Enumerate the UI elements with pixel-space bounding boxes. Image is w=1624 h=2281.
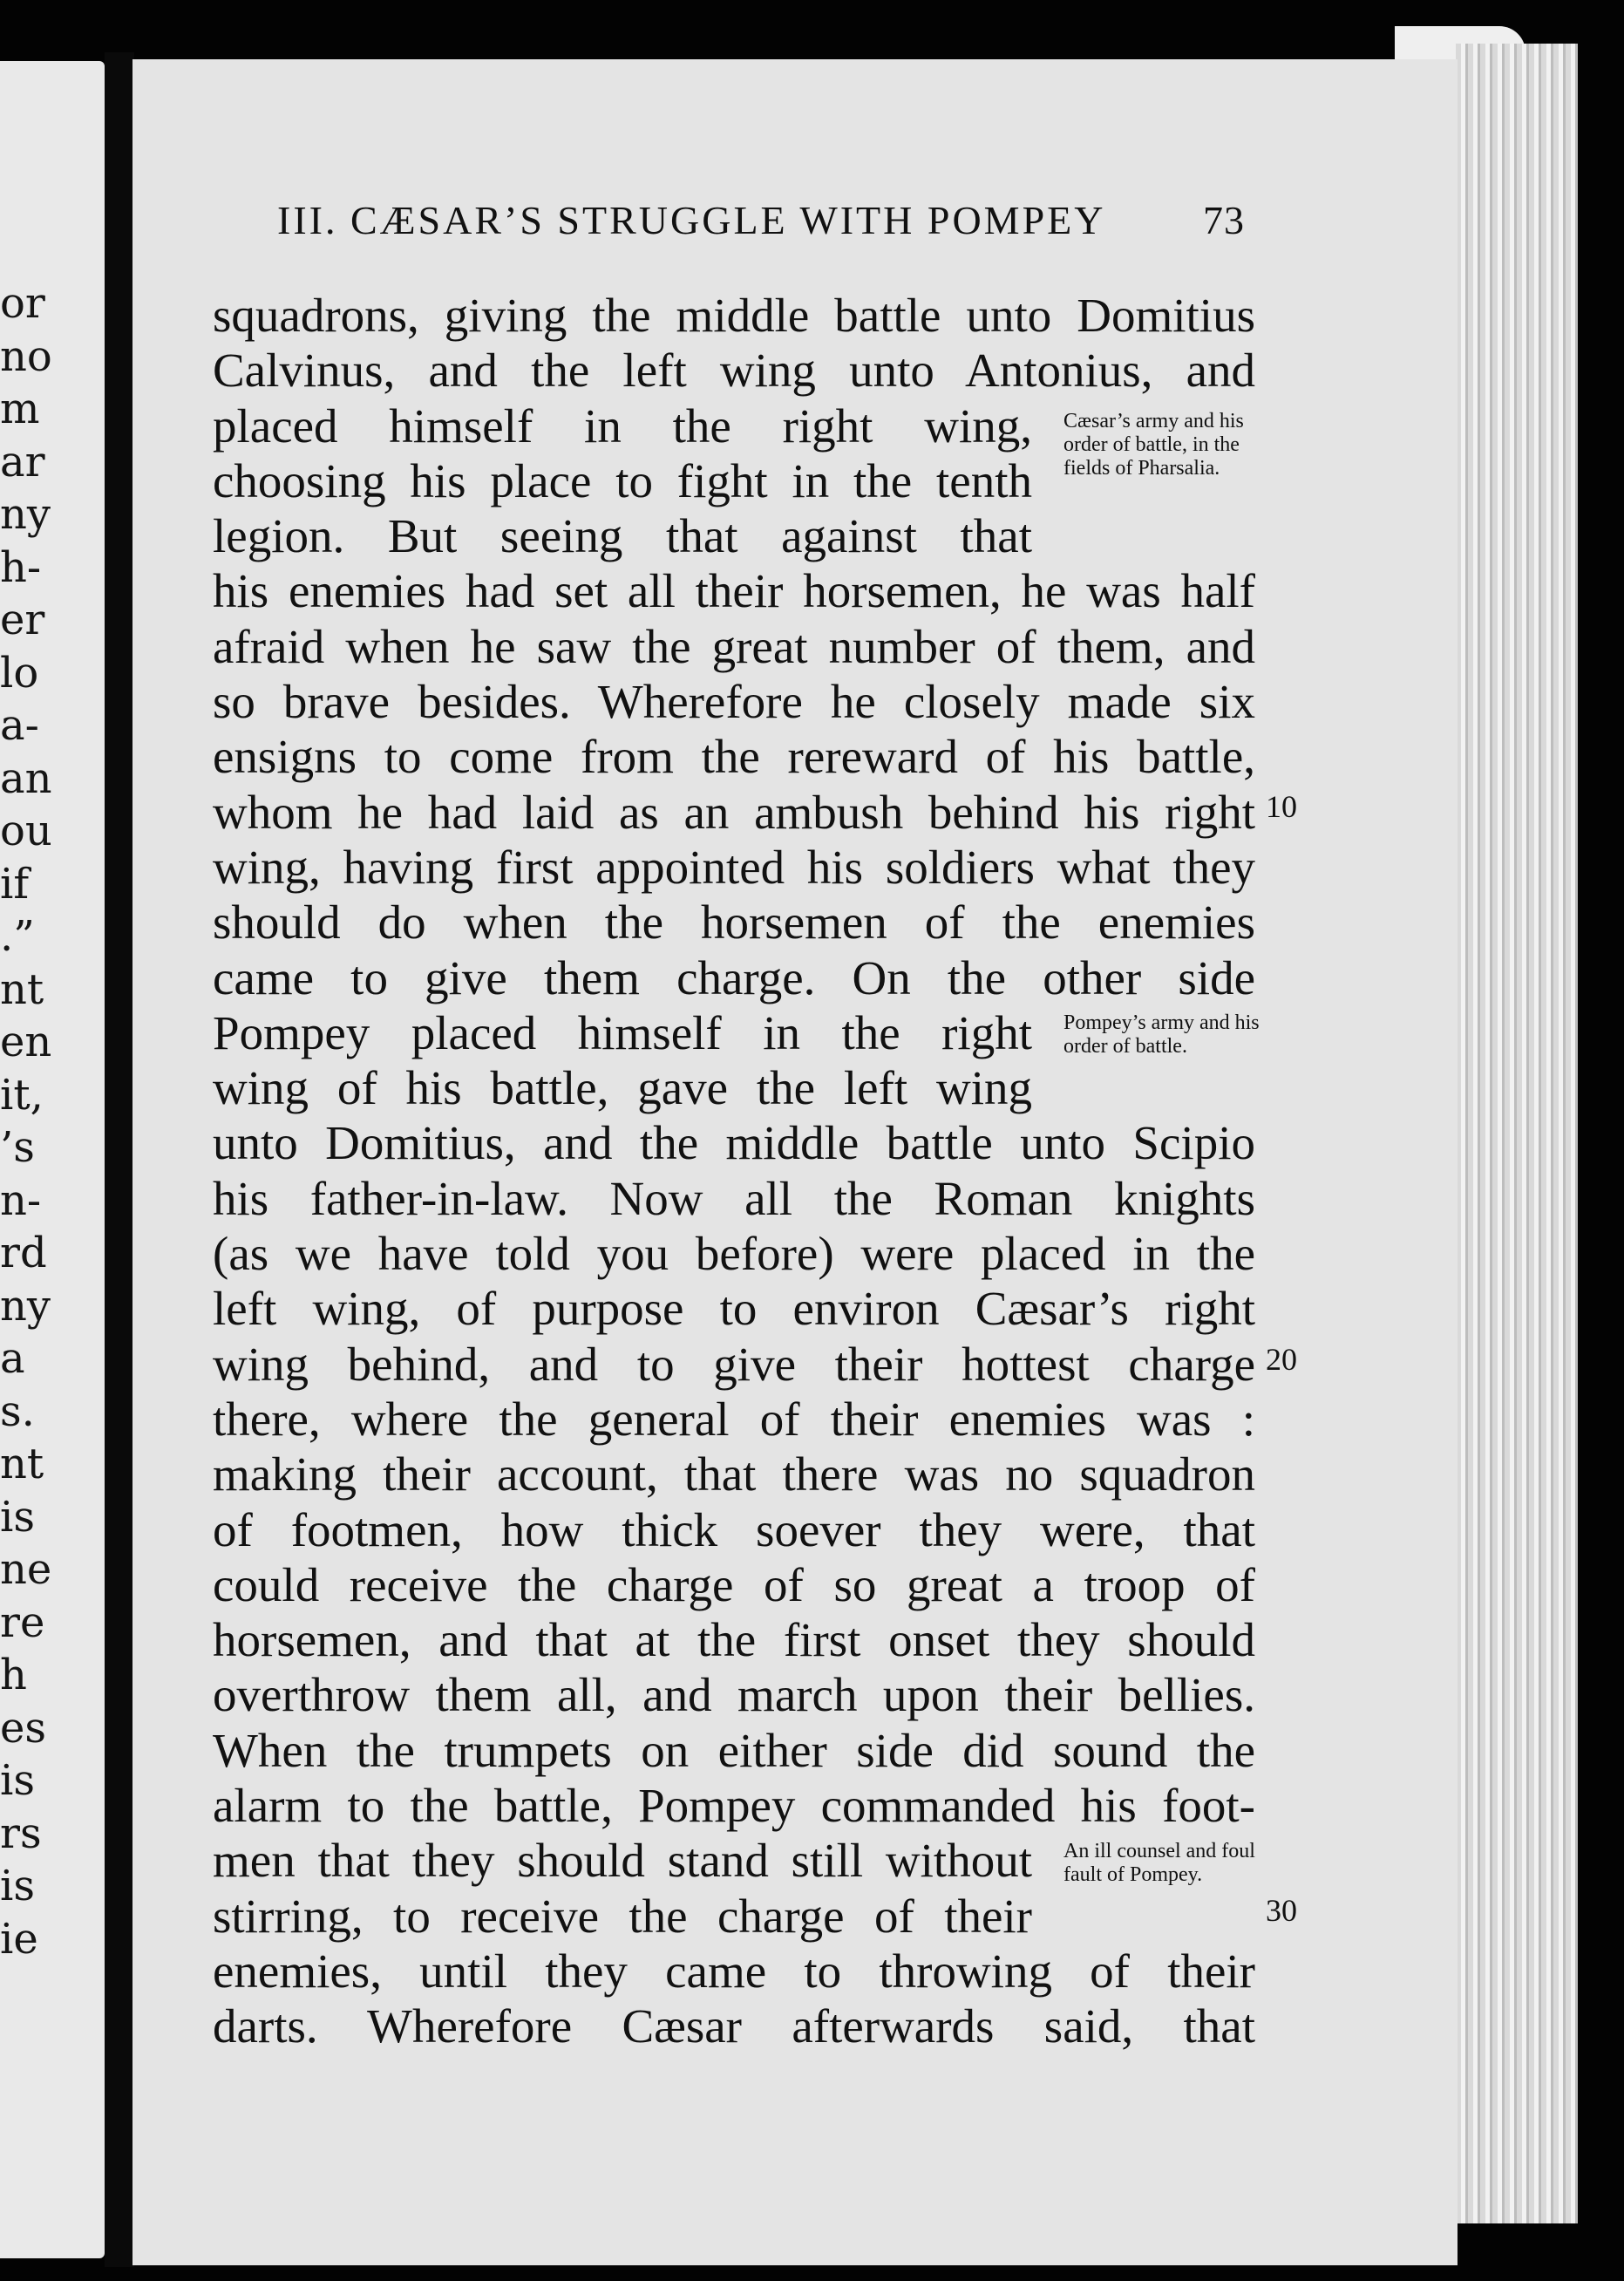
page-stack-edge (1456, 44, 1578, 2223)
text-line: wing of his battle, gave the left wing (213, 1061, 1032, 1115)
text-line: there, where the general of their enemies was : (213, 1392, 1255, 1446)
text-line: darts. Wherefore Cæsar afterwards said, that (213, 1999, 1255, 2053)
marginal-note-ill-counsel: An ill counsel and foul fault of Pompey. (1063, 1840, 1255, 1886)
line-number: 10 (1266, 789, 1297, 824)
text-line: could receive the charge of so great a troop of (213, 1557, 1255, 1611)
left-fragment: n- (0, 1175, 42, 1225)
text-line: horsemen, and that at the first onset they should (213, 1613, 1255, 1667)
left-fragment: rd (0, 1229, 47, 1277)
left-fragment: h (0, 1651, 27, 1699)
left-fragment: is (0, 1492, 35, 1542)
left-fragment: it, (0, 1070, 44, 1120)
left-fragment: nt (0, 1440, 44, 1488)
left-fragment: m (0, 385, 40, 433)
text-line: legion. But seeing that against that (213, 509, 1032, 563)
left-page-edge (0, 61, 105, 2258)
book-gutter (105, 52, 134, 2267)
text-line: his father-in-law. Now all the Roman knights (213, 1171, 1255, 1225)
text-line: Pompey placed himself in the right (213, 1005, 1032, 1059)
text-line: overthrow them all, and march upon their bellies. (213, 1668, 1255, 1722)
marginal-note-pompey-army: Pompey’s army and his order of battle. (1063, 1011, 1260, 1058)
text-line: placed himself in the right wing, (213, 398, 1032, 453)
text-line: enemies, until they came to throwing of their (213, 1944, 1255, 1998)
text-line: left wing, of purpose to environ Cæsar’s right (213, 1282, 1255, 1336)
left-fragment: es (0, 1703, 47, 1753)
left-fragment: rs (0, 1808, 42, 1858)
left-fragment: a- (0, 701, 39, 750)
text-line: stirring, to receive the charge of their (213, 1889, 1032, 1943)
text-line: so brave besides. Wherefore he closely made six (213, 675, 1255, 729)
text-line: wing, having first appointed his soldiers what they (213, 840, 1255, 894)
text-line: wing behind, and to give their hottest charge (213, 1337, 1255, 1391)
left-fragment: ny (0, 1281, 51, 1331)
line-number: 20 (1266, 1342, 1297, 1377)
text-line: (as we have told you before) were placed in the (213, 1227, 1255, 1281)
left-fragment: ne (0, 1545, 52, 1594)
left-fragment: h- (0, 542, 42, 592)
left-fragment: ny (0, 490, 51, 539)
chapter-title: III. CÆSAR’S STRUGGLE WITH POMPEY (277, 198, 1106, 242)
text-line: unto Domitius, and the middle battle unto Scipio (213, 1116, 1255, 1170)
left-fragment: .” (0, 912, 35, 961)
left-fragment: no (0, 331, 52, 381)
text-line: alarm to the battle, Pompey commanded his foot- (213, 1779, 1255, 1833)
left-fragment: en (0, 1018, 52, 1066)
left-fragment: a (0, 1334, 25, 1383)
left-fragment: is (0, 1756, 35, 1805)
left-fragment: s. (0, 1386, 35, 1436)
left-fragment: er (0, 596, 45, 644)
text-line: ensigns to come from the rereward of his battle, (213, 730, 1255, 784)
left-fragment: if (0, 859, 30, 909)
text-line: making their account, that there was no squadron (213, 1447, 1255, 1501)
left-fragment: or (0, 279, 45, 328)
text-line: When the trumpets on either side did sound the (213, 1723, 1255, 1777)
left-fragment: re (0, 1597, 45, 1647)
left-page-fragments (0, 279, 52, 1967)
text-line: of footmen, how thick soever they were, that (213, 1502, 1255, 1556)
text-line: whom he had laid as an ambush behind his right (213, 785, 1255, 839)
left-fragment: ie (0, 1914, 38, 1964)
body-text (213, 288, 1255, 2054)
running-header (277, 197, 1245, 243)
text-line: afraid when he saw the great number of them, and (213, 619, 1255, 673)
left-fragment: ou (0, 807, 52, 855)
left-fragment: nt (0, 964, 44, 1014)
left-fragment: ar (0, 437, 45, 487)
text-line: choosing his place to fight in the tenth (213, 453, 1032, 507)
left-fragment: is (0, 1862, 35, 1910)
text-line: should do when the horsemen of the enemies (213, 895, 1255, 950)
marginal-note-caesar-army: Cæsar’s army and his order of battle, in the fields of Pharsalia. (1063, 410, 1244, 480)
text-line: Calvinus, and the left wing unto Antonius, and (213, 344, 1255, 398)
text-line: his enemies had set all their horsemen, he was half (213, 564, 1255, 618)
text-line: came to give them charge. On the other side (213, 950, 1255, 1004)
left-fragment: an (0, 753, 52, 803)
text-line: men that they should stand still without (213, 1834, 1032, 1888)
left-fragment: ’s (0, 1123, 35, 1172)
line-number: 30 (1266, 1893, 1297, 1928)
left-fragment: lo (0, 648, 39, 698)
text-line: squadrons, giving the middle battle unto Domitius (213, 289, 1255, 342)
page-number: 73 (1203, 198, 1245, 242)
